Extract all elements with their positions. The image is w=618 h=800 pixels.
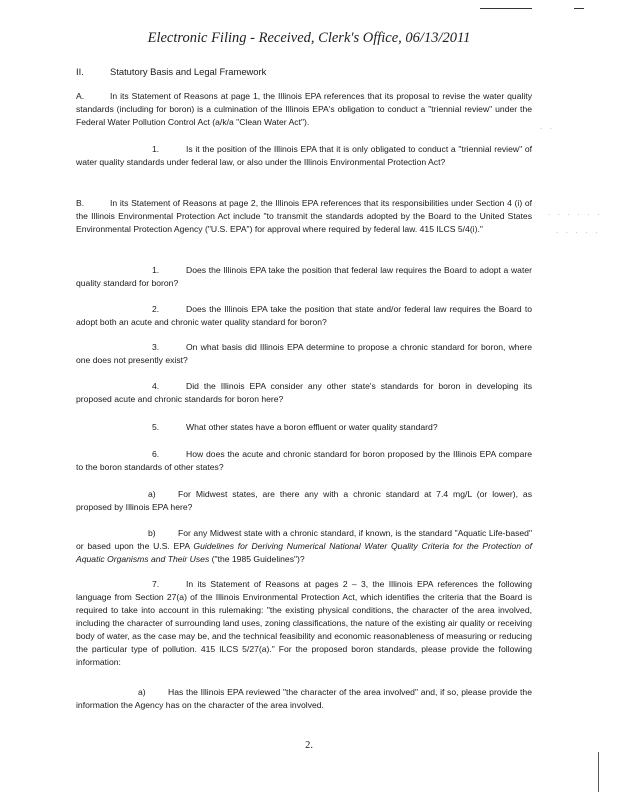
question-B2 bbox=[76, 303, 532, 329]
question-text: Does the Illinois EPA take the position that federal law requires the Board to adopt a water quality standard for boron? bbox=[76, 265, 532, 288]
question-B4 bbox=[76, 380, 532, 406]
subquestion-text: Has the Illinois EPA reviewed "the character of the area involved" and, if so, please provide the information the Agency has on the character of the area involved. bbox=[76, 687, 532, 710]
question-text: On what basis did Illinois EPA determine to propose a chronic standard for boron, where one does not presently exist? bbox=[76, 342, 532, 365]
paragraph-label: B. bbox=[76, 198, 85, 208]
page-number: 2. bbox=[305, 740, 313, 751]
question-B1 bbox=[76, 264, 532, 290]
electronic-filing-header: Electronic Filing - Received, Clerk's Office, 06/13/2011 bbox=[147, 30, 471, 46]
question-B3 bbox=[76, 341, 532, 367]
question-B5 bbox=[76, 421, 532, 434]
scan-noise: . . bbox=[540, 124, 555, 131]
question-label: 4. bbox=[152, 381, 160, 391]
section-heading bbox=[76, 66, 266, 77]
question-label: 2. bbox=[152, 304, 160, 314]
paragraph-B bbox=[76, 197, 532, 236]
question-A1 bbox=[76, 143, 532, 169]
scan-noise: . . . . . bbox=[556, 228, 601, 235]
scan-edge-line bbox=[480, 8, 532, 9]
subquestion-text: For any Midwest state with a chronic standard, if known, is the standard "Aquatic Life-based" or based upon the U.S. EPA bbox=[76, 528, 532, 551]
scan-noise: . . . . . . bbox=[548, 210, 603, 217]
paragraph-label: A. bbox=[76, 91, 85, 101]
question-label: 7. bbox=[152, 579, 160, 589]
section-number: II. bbox=[76, 66, 84, 77]
question-B6 bbox=[76, 448, 532, 474]
question-B7 bbox=[76, 578, 532, 669]
paragraph-A bbox=[76, 90, 532, 129]
question-text: In its Statement of Reasons at pages 2 – 3, the Illinois EPA references the following language from Section 27(a) of the Illinois Environmental Protection Act, which identifies the criteria that the Board is required to take into account in this rulemaking: "the existing physical conditions, the character of the area involved, including the character of surrounding land uses, zoning classifications, the nature of the existing air quality or receiving body of water, as the case may be, and the technical feasibility and economic reasonableness of measuring or reducing the particular type of pollution. 415 ILCS 5/27(a)." For the proposed boron standards, please provide the following information: bbox=[76, 579, 532, 667]
subquestion-label: a) bbox=[138, 687, 146, 697]
paragraph-text: In its Statement of Reasons at page 2, the Illinois EPA references that its responsibilities under Section 4 (i) of the Illinois Environmental Protection Act include "to transmit the standards adopted by the Board to the United States Environmental Protection Agency ("U.S. EPA") for approval where required by federal law. 415 ILCS 5/4(i)." bbox=[76, 198, 532, 234]
subquestion-B7a bbox=[76, 686, 532, 712]
question-text: Does the Illinois EPA take the position that state and/or federal law requires the Board to adopt both an acute and chronic water quality standard for boron? bbox=[76, 304, 532, 327]
subquestion-label: b) bbox=[148, 528, 156, 538]
question-text: Did the Illinois EPA consider any other state's standards for boron in developing its proposed acute and chronic standards for boron here? bbox=[76, 381, 532, 404]
question-text: Is it the position of the Illinois EPA that it is only obligated to conduct a "triennial review" of water quality standards under federal law, or also under the Illinois Environmental Protection Act? bbox=[76, 144, 532, 167]
subquestion-B6b bbox=[76, 527, 532, 566]
subquestion-B6a bbox=[76, 488, 532, 514]
question-label: 1. bbox=[152, 265, 160, 275]
question-text: How does the acute and chronic standard for boron proposed by the Illinois EPA compare to the boron standards of other states? bbox=[76, 449, 532, 472]
question-text: What other states have a boron effluent or water quality standard? bbox=[186, 422, 438, 432]
guidelines-title: Guidelines for Deriving Numerical National Water Quality Criteria for the Protection of Aquatic Organisms and Their Uses bbox=[76, 541, 532, 564]
question-label: 3. bbox=[152, 342, 160, 352]
scan-edge-mark bbox=[598, 752, 599, 792]
paragraph-text: In its Statement of Reasons at page 1, the Illinois EPA references that its proposal to revise the water quality standards (including for boron) is a culmination of the Illinois EPA's obligation to conduct a "triennial review" under the Federal Water Pollution Control Act (a/k/a "Clean Water Act"). bbox=[76, 91, 532, 127]
subquestion-text: For Midwest states, are there any with a chronic standard at 7.4 mg/L (or lower), as proposed by Illinois EPA here? bbox=[76, 489, 532, 512]
question-label: 5. bbox=[152, 422, 160, 432]
subquestion-label: a) bbox=[148, 489, 156, 499]
question-label: 1. bbox=[152, 144, 160, 154]
scan-edge-line bbox=[574, 8, 584, 9]
subquestion-text-end: ("the 1985 Guidelines")? bbox=[209, 554, 305, 564]
question-label: 6. bbox=[152, 449, 160, 459]
section-title: Statutory Basis and Legal Framework bbox=[110, 66, 267, 77]
